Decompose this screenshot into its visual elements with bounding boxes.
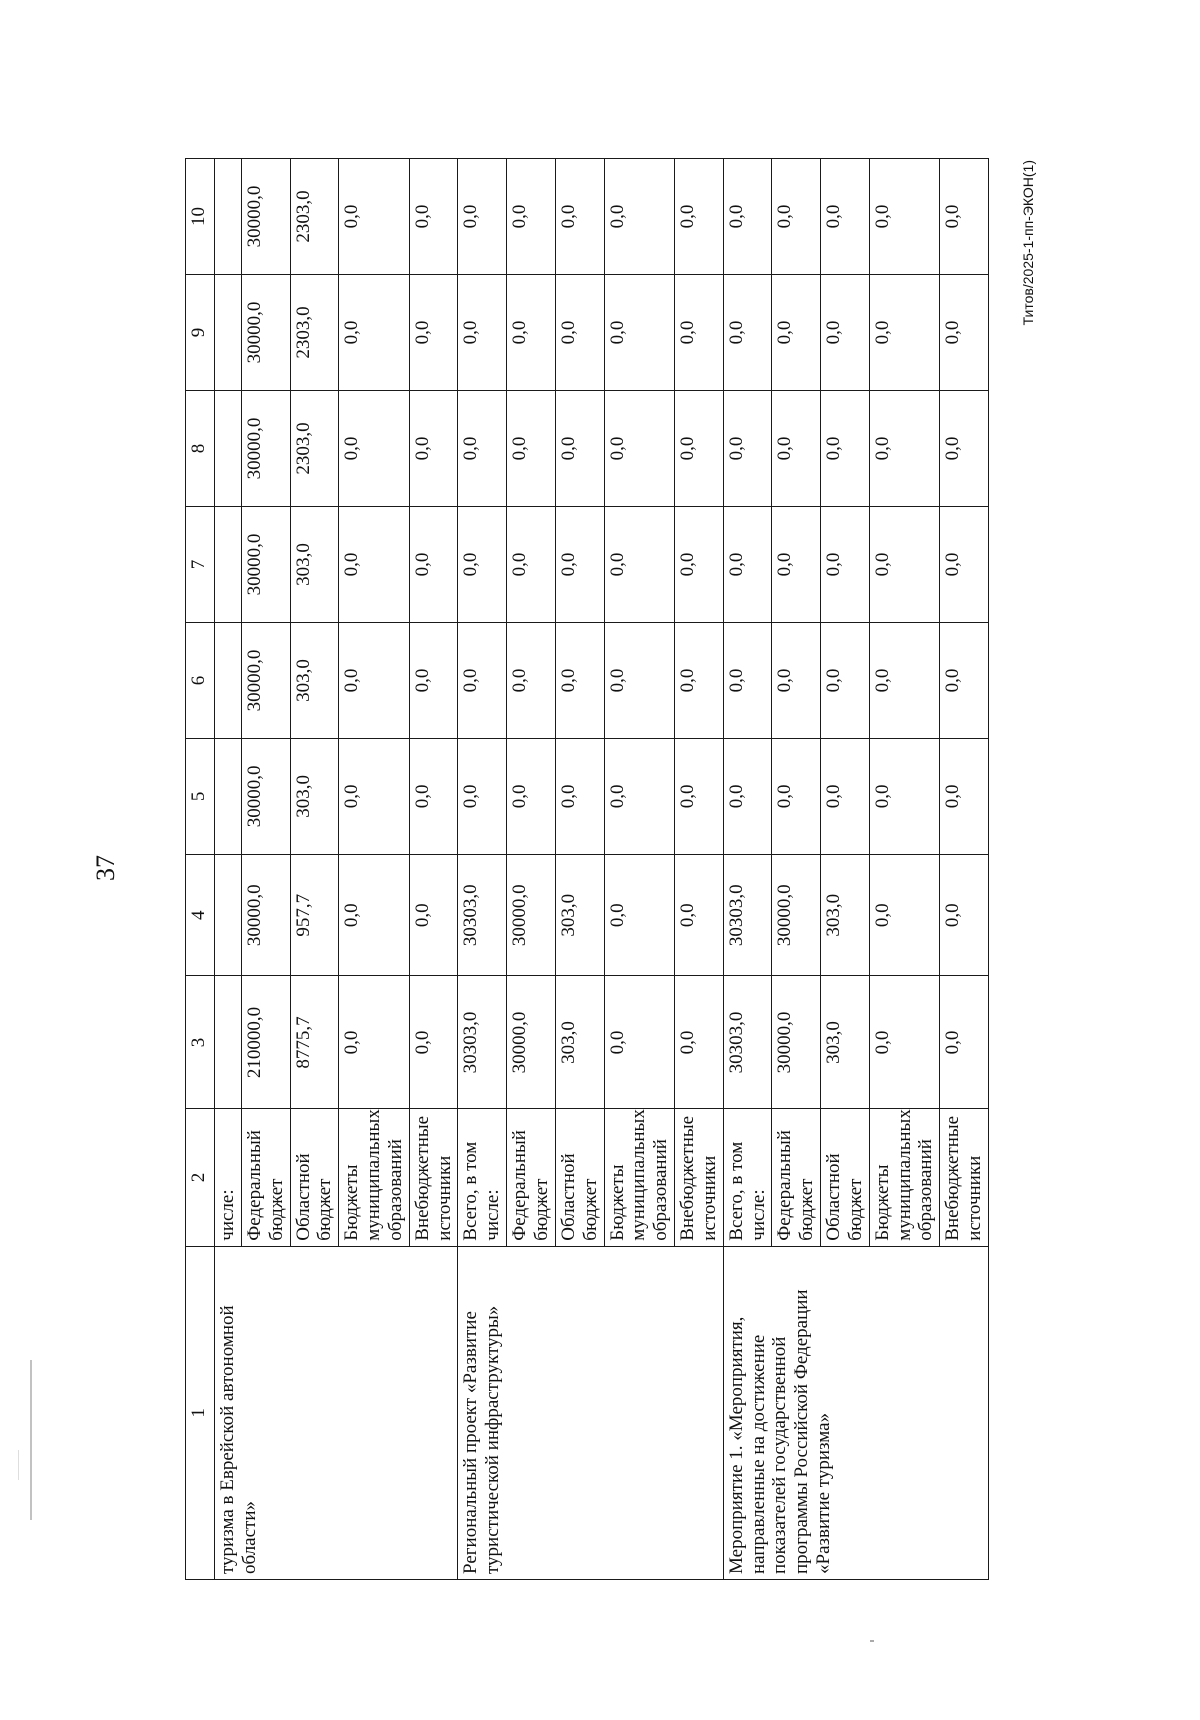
program-name-cell: туризма в Еврейской автономной области» xyxy=(215,1246,458,1579)
value-cell: 0,0 xyxy=(940,507,989,623)
value-cell: 0,0 xyxy=(604,275,675,391)
value-cell: 0,0 xyxy=(409,507,458,623)
value-cell: 0,0 xyxy=(507,738,556,854)
value-cell xyxy=(215,391,242,507)
page-number: 37 xyxy=(91,855,120,881)
table-row xyxy=(723,159,772,1580)
value-cell xyxy=(215,622,242,738)
value-cell xyxy=(215,275,242,391)
value-cell: 0,0 xyxy=(555,275,604,391)
value-cell: 0,0 xyxy=(821,738,870,854)
value-cell: 0,0 xyxy=(675,738,724,854)
value-cell: 0,0 xyxy=(821,622,870,738)
value-cell: 0,0 xyxy=(339,622,410,738)
value-cell: 0,0 xyxy=(604,391,675,507)
value-cell: 0,0 xyxy=(604,507,675,623)
value-cell: 0,0 xyxy=(409,738,458,854)
value-cell: 0,0 xyxy=(772,275,821,391)
value-cell: 0,0 xyxy=(723,391,772,507)
value-cell: 0,0 xyxy=(458,391,507,507)
value-cell: 2303,0 xyxy=(290,391,339,507)
funding-source-cell: числе: xyxy=(215,1109,242,1246)
funding-source-cell: Федеральный бюджет xyxy=(507,1109,556,1246)
value-cell: 30000,0 xyxy=(241,738,290,854)
value-cell: 0,0 xyxy=(604,854,675,976)
value-cell: 0,0 xyxy=(723,622,772,738)
funding-source-cell: Бюджеты муниципальных образований xyxy=(339,1109,410,1246)
table-row xyxy=(458,159,507,1580)
value-cell: 0,0 xyxy=(940,976,989,1109)
value-cell: 30000,0 xyxy=(241,507,290,623)
value-cell: 0,0 xyxy=(458,275,507,391)
scan-artifact xyxy=(30,1360,32,1520)
column-header: 10 xyxy=(186,159,215,275)
value-cell: 30000,0 xyxy=(241,854,290,976)
value-cell: 0,0 xyxy=(940,854,989,976)
value-cell: 0,0 xyxy=(940,391,989,507)
value-cell: 0,0 xyxy=(675,507,724,623)
funding-source-cell: Федеральный бюджет xyxy=(241,1109,290,1246)
value-cell: 0,0 xyxy=(339,507,410,623)
column-header: 3 xyxy=(186,976,215,1109)
value-cell: 30000,0 xyxy=(507,854,556,976)
funding-source-cell: Внебюджетные источники xyxy=(940,1109,989,1246)
value-cell: 0,0 xyxy=(772,738,821,854)
value-cell: 0,0 xyxy=(507,391,556,507)
value-cell: 0,0 xyxy=(869,738,940,854)
value-cell: 0,0 xyxy=(458,507,507,623)
scan-artifact xyxy=(18,1450,19,1480)
value-cell: 0,0 xyxy=(555,507,604,623)
value-cell: 0,0 xyxy=(409,854,458,976)
value-cell: 0,0 xyxy=(604,622,675,738)
value-cell: 0,0 xyxy=(555,391,604,507)
value-cell: 2303,0 xyxy=(290,275,339,391)
funding-source-cell: Областной бюджет xyxy=(290,1109,339,1246)
value-cell: 0,0 xyxy=(555,738,604,854)
value-cell: 303,0 xyxy=(290,507,339,623)
column-header: 7 xyxy=(186,507,215,623)
value-cell: 0,0 xyxy=(772,159,821,275)
value-cell: 0,0 xyxy=(458,738,507,854)
value-cell: 957,7 xyxy=(290,854,339,976)
value-cell: 0,0 xyxy=(869,391,940,507)
value-cell: 0,0 xyxy=(409,976,458,1109)
value-cell: 0,0 xyxy=(940,738,989,854)
value-cell: 0,0 xyxy=(339,391,410,507)
value-cell: 303,0 xyxy=(555,854,604,976)
value-cell xyxy=(215,976,242,1109)
value-cell: 30303,0 xyxy=(723,976,772,1109)
value-cell: 0,0 xyxy=(339,738,410,854)
value-cell: 0,0 xyxy=(869,622,940,738)
value-cell: 0,0 xyxy=(723,507,772,623)
value-cell: 8775,7 xyxy=(290,976,339,1109)
value-cell: 0,0 xyxy=(675,159,724,275)
column-header: 2 xyxy=(186,1109,215,1246)
value-cell: 0,0 xyxy=(940,622,989,738)
value-cell: 0,0 xyxy=(869,159,940,275)
value-cell: 303,0 xyxy=(290,622,339,738)
value-cell: 30303,0 xyxy=(458,976,507,1109)
column-header: 8 xyxy=(186,391,215,507)
table-body xyxy=(186,159,989,1580)
value-cell: 303,0 xyxy=(821,976,870,1109)
value-cell: 0,0 xyxy=(821,159,870,275)
funding-source-cell: Областной бюджет xyxy=(555,1109,604,1246)
value-cell: 303,0 xyxy=(290,738,339,854)
value-cell: 0,0 xyxy=(409,275,458,391)
value-cell: 30000,0 xyxy=(772,976,821,1109)
funding-source-cell: Федеральный бюджет xyxy=(772,1109,821,1246)
funding-source-cell: Внебюджетные источники xyxy=(675,1109,724,1246)
value-cell: 0,0 xyxy=(604,976,675,1109)
funding-source-cell: Внебюджетные источники xyxy=(409,1109,458,1246)
value-cell: 2303,0 xyxy=(290,159,339,275)
value-cell: 30000,0 xyxy=(507,976,556,1109)
value-cell: 0,0 xyxy=(772,391,821,507)
value-cell: 0,0 xyxy=(821,507,870,623)
value-cell: 0,0 xyxy=(675,275,724,391)
value-cell: 0,0 xyxy=(869,507,940,623)
value-cell: 0,0 xyxy=(339,854,410,976)
value-cell: 0,0 xyxy=(409,159,458,275)
funding-table xyxy=(185,158,989,1580)
value-cell: 0,0 xyxy=(507,159,556,275)
value-cell: 0,0 xyxy=(772,507,821,623)
value-cell: 0,0 xyxy=(723,738,772,854)
value-cell: 0,0 xyxy=(339,159,410,275)
value-cell: 0,0 xyxy=(458,159,507,275)
value-cell: 0,0 xyxy=(869,854,940,976)
value-cell: 0,0 xyxy=(555,622,604,738)
value-cell: 210000,0 xyxy=(241,976,290,1109)
value-cell: 0,0 xyxy=(675,622,724,738)
program-name-cell: Региональный проект «Развитие туристической инфраструктуры» xyxy=(458,1246,723,1579)
value-cell: 303,0 xyxy=(821,854,870,976)
value-cell: 303,0 xyxy=(555,976,604,1109)
funding-source-cell: Бюджеты муниципальных образований xyxy=(869,1109,940,1246)
value-cell: 0,0 xyxy=(772,622,821,738)
funding-source-cell: Всего, в том числе: xyxy=(458,1109,507,1246)
value-cell xyxy=(215,738,242,854)
program-name-cell: Мероприятие 1. «Мероприятия, направленные на достижение показателей государственной программы Российской Федерации «Развитие туризма» xyxy=(723,1246,988,1579)
value-cell: 30303,0 xyxy=(458,854,507,976)
funding-source-cell: Всего, в том числе: xyxy=(723,1109,772,1246)
value-cell: 0,0 xyxy=(940,275,989,391)
value-cell: 0,0 xyxy=(604,159,675,275)
value-cell: 0,0 xyxy=(507,507,556,623)
column-header: 1 xyxy=(186,1246,215,1579)
value-cell: 0,0 xyxy=(604,738,675,854)
value-cell: 0,0 xyxy=(507,275,556,391)
scan-artifact xyxy=(870,1640,874,1642)
value-cell: 0,0 xyxy=(675,854,724,976)
value-cell: 30000,0 xyxy=(241,622,290,738)
table-header-row xyxy=(186,159,215,1580)
value-cell: 0,0 xyxy=(723,275,772,391)
value-cell: 0,0 xyxy=(723,159,772,275)
value-cell: 0,0 xyxy=(675,976,724,1109)
value-cell: 30000,0 xyxy=(241,159,290,275)
value-cell: 0,0 xyxy=(555,159,604,275)
value-cell: 30000,0 xyxy=(241,275,290,391)
value-cell: 30303,0 xyxy=(723,854,772,976)
value-cell: 30000,0 xyxy=(772,854,821,976)
value-cell: 0,0 xyxy=(821,391,870,507)
value-cell: 0,0 xyxy=(409,622,458,738)
value-cell: 30000,0 xyxy=(241,391,290,507)
value-cell: 0,0 xyxy=(409,391,458,507)
value-cell: 0,0 xyxy=(821,275,870,391)
value-cell: 0,0 xyxy=(675,391,724,507)
table-row xyxy=(215,159,242,1580)
value-cell: 0,0 xyxy=(869,976,940,1109)
funding-source-cell: Областной бюджет xyxy=(821,1109,870,1246)
value-cell: 0,0 xyxy=(339,976,410,1109)
column-header: 5 xyxy=(186,738,215,854)
value-cell: 0,0 xyxy=(458,622,507,738)
column-header: 6 xyxy=(186,622,215,738)
value-cell xyxy=(215,507,242,623)
value-cell: 0,0 xyxy=(940,159,989,275)
value-cell: 0,0 xyxy=(869,275,940,391)
value-cell: 0,0 xyxy=(339,275,410,391)
value-cell xyxy=(215,159,242,275)
column-header: 9 xyxy=(186,275,215,391)
column-header: 4 xyxy=(186,854,215,976)
value-cell xyxy=(215,854,242,976)
document-footer-code: Титов/2025-1-пп-ЭКОН(1) xyxy=(1020,160,1036,326)
funding-source-cell: Бюджеты муниципальных образований xyxy=(604,1109,675,1246)
value-cell: 0,0 xyxy=(507,622,556,738)
rotated-table-container xyxy=(185,158,995,1580)
